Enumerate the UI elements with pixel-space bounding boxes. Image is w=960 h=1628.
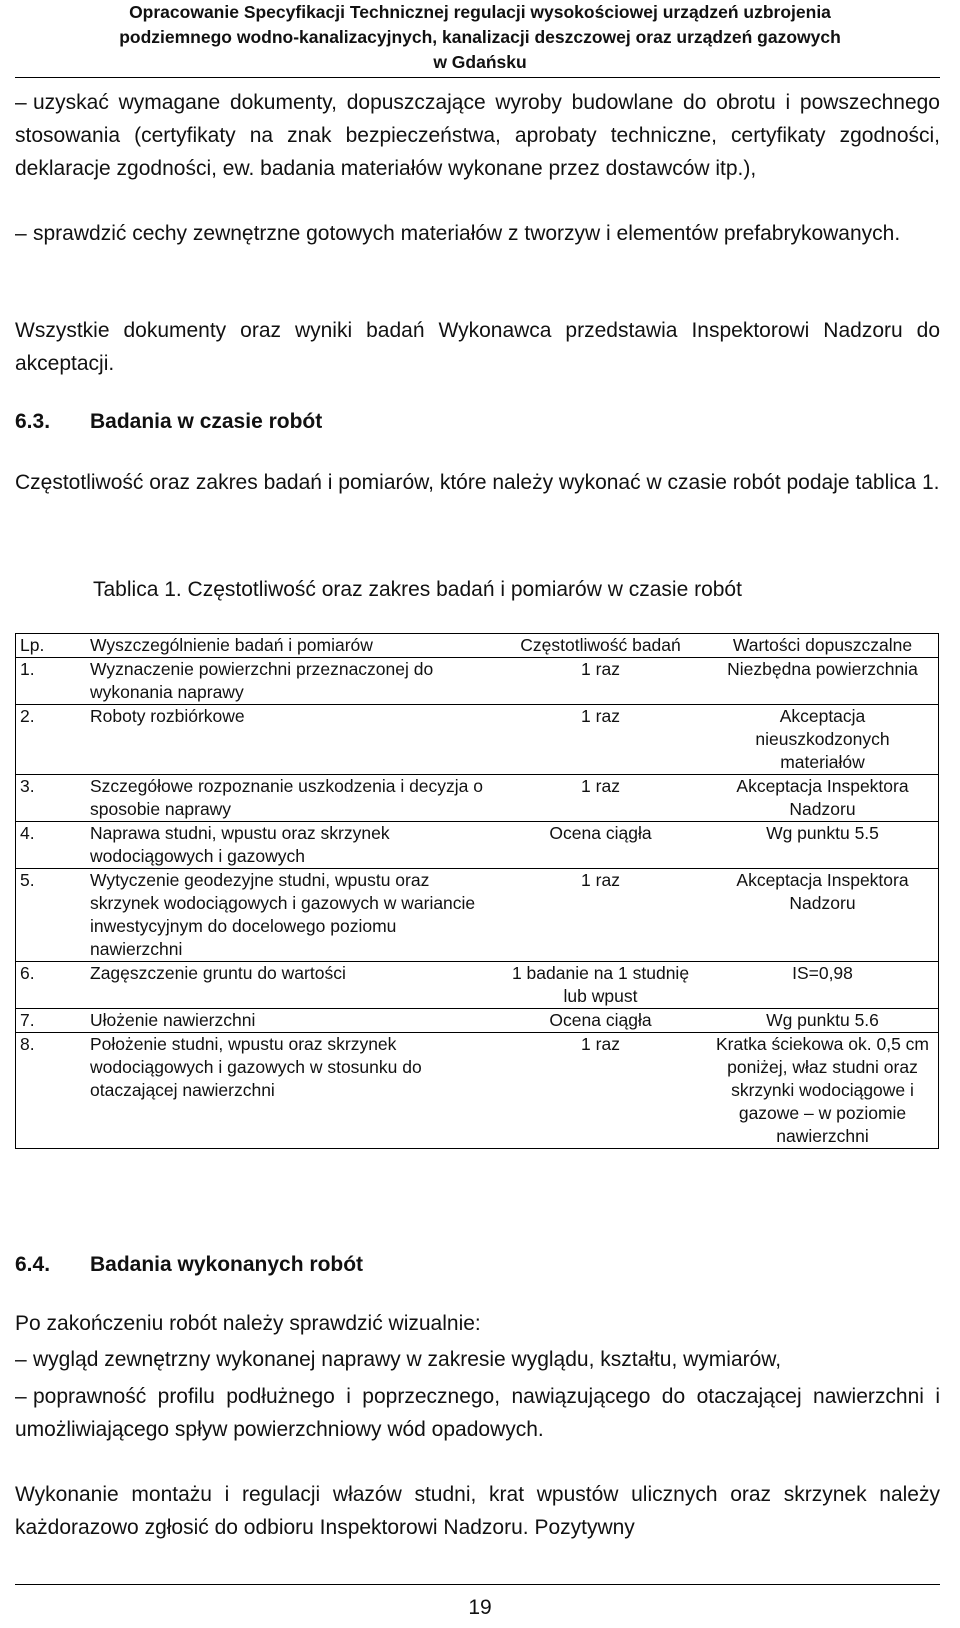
- header-line-1: Opracowanie Specyfikacji Technicznej regulacji wysokościowej urządzeń uzbrojenia: [129, 2, 831, 22]
- dash-bullet: –: [15, 1348, 27, 1371]
- document-header: [0, 0, 960, 75]
- check-list-item: [15, 1343, 940, 1376]
- cell-lp: 4.: [20, 823, 35, 843]
- tests-table: [15, 633, 939, 1149]
- cell-description: Roboty rozbiórkowe: [90, 706, 245, 726]
- col-header-description: Wyszczególnienie badań i pomiarów: [90, 635, 373, 655]
- cell-description: Zagęszczenie gruntu do wartości: [90, 963, 346, 983]
- cell-frequency: 1 raz: [581, 659, 620, 679]
- cell-frequency: 1 raz: [581, 870, 620, 890]
- table-row: [16, 869, 939, 962]
- cell-value: Kratka ściekowa ok. 0,5 cm poniżej, właz studni oraz skrzynki wodociągowe i gazowe – w poziomie nawierzchni: [716, 1034, 929, 1146]
- dash-bullet: –: [15, 1385, 27, 1408]
- cell-description: Wytyczenie geodezyjne studni, wpustu oraz skrzynek wodociągowych i gazowych w wariancie inwestycyjnym do docelowego poziomu nawierzchni: [90, 870, 476, 959]
- table-caption: Tablica 1. Częstotliwość oraz zakres badań i pomiarów w czasie robót: [93, 578, 742, 601]
- col-header-lp: Lp.: [20, 635, 45, 655]
- cell-frequency: 1 raz: [581, 776, 620, 796]
- cell-value: Niezbędna powierzchnia: [727, 659, 918, 679]
- intro-list-item-text: uzyskać wymagane dokumenty, dopuszczające wyroby budowlane do obrotu i powszechnego stosowania (certyfikaty na znak bezpieczeństwa, aprobaty techniczne, certyfikaty zgodności, deklaracje zgodności, ew. badania materiałów wykonane przez dostawców itp.),: [15, 91, 940, 180]
- table-row: [16, 1033, 939, 1149]
- check-list-item-text: poprawność profilu podłużnego i poprzecznego, nawiązującego do otaczającej nawierzchni i umożliwiającego spływ powierzchniowy wód opadowych.: [15, 1385, 940, 1441]
- cell-frequency: 1 raz: [581, 706, 620, 726]
- paragraph-installation: Wykonanie montażu i regulacji włazów studni, krat wpustów ulicznych oraz skrzynek należy każdorazowo zgłosić do odbioru Inspektorowi Nadzoru. Pozytywny: [15, 1483, 940, 1539]
- cell-description: Naprawa studni, wpustu oraz skrzynek wodociągowych i gazowych: [90, 823, 390, 866]
- paragraph-frequency: Częstotliwość oraz zakres badań i pomiarów, które należy wykonać w czasie robót podaje tablica 1.: [15, 471, 940, 494]
- section-number: 6.3.: [15, 410, 51, 433]
- section-number: 6.4.: [15, 1253, 51, 1276]
- table-row: [16, 1009, 939, 1033]
- header-divider: [15, 77, 940, 78]
- intro-list-item-text: sprawdzić cechy zewnętrzne gotowych materiałów z tworzyw i elementów prefabrykowanych.: [33, 222, 901, 245]
- paragraph-documents: Wszystkie dokumenty oraz wyniki badań Wykonawca przedstawia Inspektorowi Nadzoru do akceptacji.: [15, 319, 940, 375]
- section-heading-6-3: [15, 410, 322, 434]
- col-header-values: Wartości dopuszczalne: [732, 635, 913, 655]
- cell-description: Położenie studni, wpustu oraz skrzynek wodociągowych i gazowych w stosunku do otaczającej nawierzchni: [90, 1034, 422, 1100]
- table-row: [16, 822, 939, 869]
- cell-lp: 7.: [20, 1010, 35, 1030]
- check-list-item: [15, 1380, 940, 1446]
- cell-frequency: Ocena ciągła: [549, 823, 652, 843]
- footer-divider: [15, 1584, 940, 1585]
- cell-lp: 2.: [20, 706, 35, 726]
- cell-frequency: 1 raz: [581, 1034, 620, 1054]
- intro-list-item: [15, 217, 940, 250]
- header-line-3: w Gdańsku: [433, 52, 527, 72]
- cell-value: IS=0,98: [792, 963, 853, 983]
- dash-bullet: –: [15, 222, 27, 245]
- cell-value: Wg punktu 5.6: [766, 1010, 879, 1030]
- cell-lp: 6.: [20, 963, 35, 983]
- cell-lp: 1.: [20, 659, 35, 679]
- cell-lp: 3.: [20, 776, 35, 796]
- section-heading-6-4: [15, 1253, 363, 1277]
- cell-description: Wyznaczenie powierzchni przeznaczonej do wykonania naprawy: [90, 659, 434, 702]
- cell-value: Akceptacja Inspektora Nadzoru: [736, 870, 909, 913]
- cell-value: Akceptacja nieuszkodzonych materiałów: [755, 706, 890, 772]
- table-row: [16, 962, 939, 1009]
- cell-frequency: Ocena ciągła: [549, 1010, 652, 1030]
- paragraph-visual-check: Po zakończeniu robót należy sprawdzić wizualnie:: [15, 1312, 481, 1335]
- cell-description: Ułożenie nawierzchni: [90, 1010, 256, 1030]
- table-row: [16, 705, 939, 775]
- cell-lp: 8.: [20, 1034, 35, 1054]
- page-number: 19: [468, 1596, 492, 1619]
- cell-lp: 5.: [20, 870, 35, 890]
- cell-value: Akceptacja Inspektora Nadzoru: [736, 776, 909, 819]
- header-line-2: podziemnego wodno-kanalizacyjnych, kanalizacji deszczowej oraz urządzeń gazowych: [119, 27, 841, 47]
- table-row: [16, 658, 939, 705]
- cell-frequency: 1 badanie na 1 studnię lub wpust: [511, 963, 690, 1006]
- cell-value: Wg punktu 5.5: [766, 823, 879, 843]
- section-title: Badania wykonanych robót: [90, 1253, 364, 1276]
- cell-description: Szczegółowe rozpoznanie uszkodzenia i decyzja o sposobie naprawy: [90, 776, 484, 819]
- dash-bullet: –: [15, 91, 27, 114]
- table-header-row: [16, 634, 939, 658]
- check-list-item-text: wygląd zewnętrzny wykonanej naprawy w zakresie wyglądu, kształtu, wymiarów,: [33, 1348, 782, 1371]
- table-row: [16, 775, 939, 822]
- section-title: Badania w czasie robót: [90, 410, 323, 433]
- intro-list-item: [15, 86, 940, 185]
- col-header-frequency: Częstotliwość badań: [520, 635, 681, 655]
